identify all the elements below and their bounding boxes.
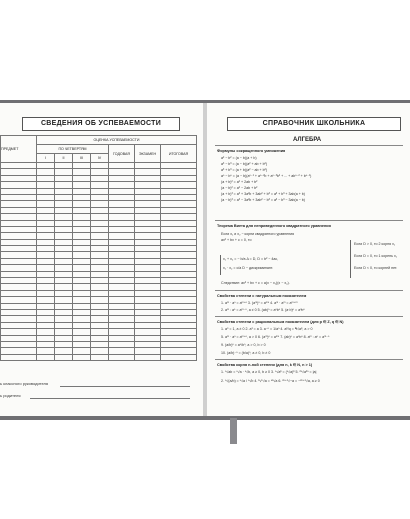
grade-cell[interactable]	[161, 354, 197, 360]
quarter-header: III	[73, 154, 91, 163]
formula-line: (a − b)³ = a³ − 3a²b + 3ab² − b³ = a³ − b³ − 3ab(a − b)	[221, 198, 306, 202]
formula-line: (a + b)² = a² + 2ab + b²	[221, 180, 258, 184]
ribbon-bookmark[interactable]	[230, 418, 237, 444]
progress-title: СВЕДЕНИЯ ОБ УСПЕВАЕМОСТИ	[22, 117, 180, 131]
exam-header: ЭКЗАМЕН	[135, 145, 161, 163]
grades-body	[1, 163, 197, 361]
quarter-header: II	[55, 154, 73, 163]
quarter-header: I	[37, 154, 55, 163]
year-header: ГОДОВАЯ	[109, 145, 135, 163]
rational-power-line: 9. (a/b)ⁿ = aⁿ/bⁿ, a > 0, b > 0	[221, 343, 266, 347]
discriminant-case: Если D = 0, то 1 корень x₁	[354, 254, 398, 258]
formula-line: (a − b)² = a² − 2ab + b²	[221, 186, 258, 190]
rational-power-line: 5. aᵐ · aⁿ = aᵐ⁺ⁿ, a > 0 6. (aᵐ)ⁿ = aᵐⁿ 7. (ab)ⁿ = aⁿbⁿ 8. aᵐ : aⁿ = aᵐ⁻ⁿ	[221, 335, 330, 339]
quarters-header: ПО ЧЕТВЕРТЯМ	[37, 145, 109, 154]
subject-header: ПРЕДМЕТ	[1, 136, 37, 163]
section-title: АЛГЕБРА	[293, 137, 322, 143]
vieta-line: Если x₁ и x₂ − корни квадратного уравнения	[221, 232, 295, 236]
grade-cell[interactable]	[135, 354, 161, 360]
divider	[215, 359, 403, 360]
final-header: ИТОГОВАЯ	[161, 145, 197, 163]
root-line: 1. ⁿ√ab = ⁿ√a · ⁿ√b, a ≥ 0, b ≥ 0 3. ⁿ√aᵏ = (ⁿ√a)ᵏ 5. ²ⁿ√a²ⁿ = |a|	[221, 370, 317, 374]
grade-cell[interactable]	[109, 354, 135, 360]
grade-cell[interactable]	[55, 354, 73, 360]
grade-cell[interactable]	[37, 354, 55, 360]
reference-page	[207, 103, 410, 416]
teacher-signature-line	[60, 386, 190, 387]
parent-signature-line	[30, 398, 190, 399]
divider	[215, 220, 403, 221]
formula-line: aⁿ − bⁿ = (a − b)(aⁿ⁻¹ + aⁿ⁻²b + aⁿ⁻³b² + ... + abⁿ⁻² + bⁿ⁻¹)	[221, 174, 312, 178]
divider	[215, 290, 403, 291]
vieta-line: x₁ + x₂ = − b/a Δ = D, D = b² − 4ac,	[223, 257, 279, 261]
teacher-signature-label: ь классного руководителя	[0, 381, 49, 386]
natural-power-heading: Свойства степени с натуральным показателем	[217, 294, 307, 298]
planner-cover	[0, 100, 410, 420]
root-heading: Свойства корня n-ной степени (для n, k ∈ N, n > 1)	[217, 363, 313, 367]
grade-cell[interactable]	[73, 354, 91, 360]
natural-power-line: 2. aᵐ : aⁿ = aᵐ⁻ⁿ, a ≠ 0 5. (ab)ⁿ = aⁿbⁿ 5. (a·b)ⁿ = aⁿbⁿ	[221, 308, 305, 312]
natural-power-line: 1. aᵐ · aⁿ = aᵐ⁺ⁿ 3. (aᵐ)ⁿ = aᵐⁿ 4. aᵐ · aᵐ = aᵐ⁺ᵐ	[221, 301, 298, 305]
vieta-heading: Теорема Виета для неприведенного квадратного уравнения	[217, 224, 331, 228]
formula-line: a³ − b³ = (a − b)(a² + ab + b²)	[221, 162, 268, 166]
root-line: 2. ⁿ√(a/b) = ⁿ√a / ⁿ√b 4. ᵏ√ⁿ√a = ⁿᵏ√a 6. ²ⁿ⁺¹√−a = −²ⁿ⁺¹√a, a ≥ 0	[221, 379, 320, 383]
formula-line: a² − b² = (a − b)(a + b)	[221, 156, 257, 160]
quarter-header: IV	[91, 154, 109, 163]
rational-power-heading: Свойства степени с рациональным показателем (для p ∈ Z, q ∈ N)	[217, 320, 344, 324]
formula-line: (a + b)³ = a³ + 3a²b + 3ab² + b³ = a³ + b³ + 3ab(a + b)	[221, 192, 306, 196]
grades-header: ОЦЕНКА УСПЕВАЕМОСТИ	[37, 136, 197, 145]
discriminant-case: Если D < 0, то корней нет.	[354, 266, 398, 270]
vieta-corollary: Следствие: ax² + bx + c = a(x − x₁)(x − x₂).	[221, 281, 290, 285]
rational-power-line: 1. a⁰ = 1, a ≠ 0 2. a¹ = a 3. a⁻ⁿ = 1/aⁿ 4. aᵖ/q = ᑫ√aᵖ, a > 0	[221, 327, 313, 331]
vieta-line: x₁ · x₂ = c/a D − дискриминант.	[223, 266, 274, 270]
section-divider	[215, 145, 403, 146]
formula-line: a³ + b³ = (a + b)(a² − ab + b²)	[221, 168, 268, 172]
vieta-line: ax² + bx + c = 0, то	[221, 238, 252, 242]
grade-row	[1, 354, 197, 360]
grades-table	[0, 135, 197, 361]
discriminant-box	[350, 240, 405, 278]
progress-page	[0, 103, 203, 416]
discriminant-case: Если D > 0, то 2 корня x₁	[354, 242, 396, 246]
parent-signature-label: ь родителя	[0, 393, 21, 398]
subject-cell[interactable]	[1, 354, 37, 360]
divider	[215, 316, 403, 317]
reference-title: СПРАВОЧНИК ШКОЛЬНИКА	[227, 117, 401, 131]
grade-cell[interactable]	[91, 354, 109, 360]
rational-power-line: 10. (a/b)⁻ⁿ = (b/a)ⁿ, a ≠ 0, b ≠ 0	[221, 351, 271, 355]
formulas-heading: Формулы сокращенного умножения	[217, 149, 286, 153]
